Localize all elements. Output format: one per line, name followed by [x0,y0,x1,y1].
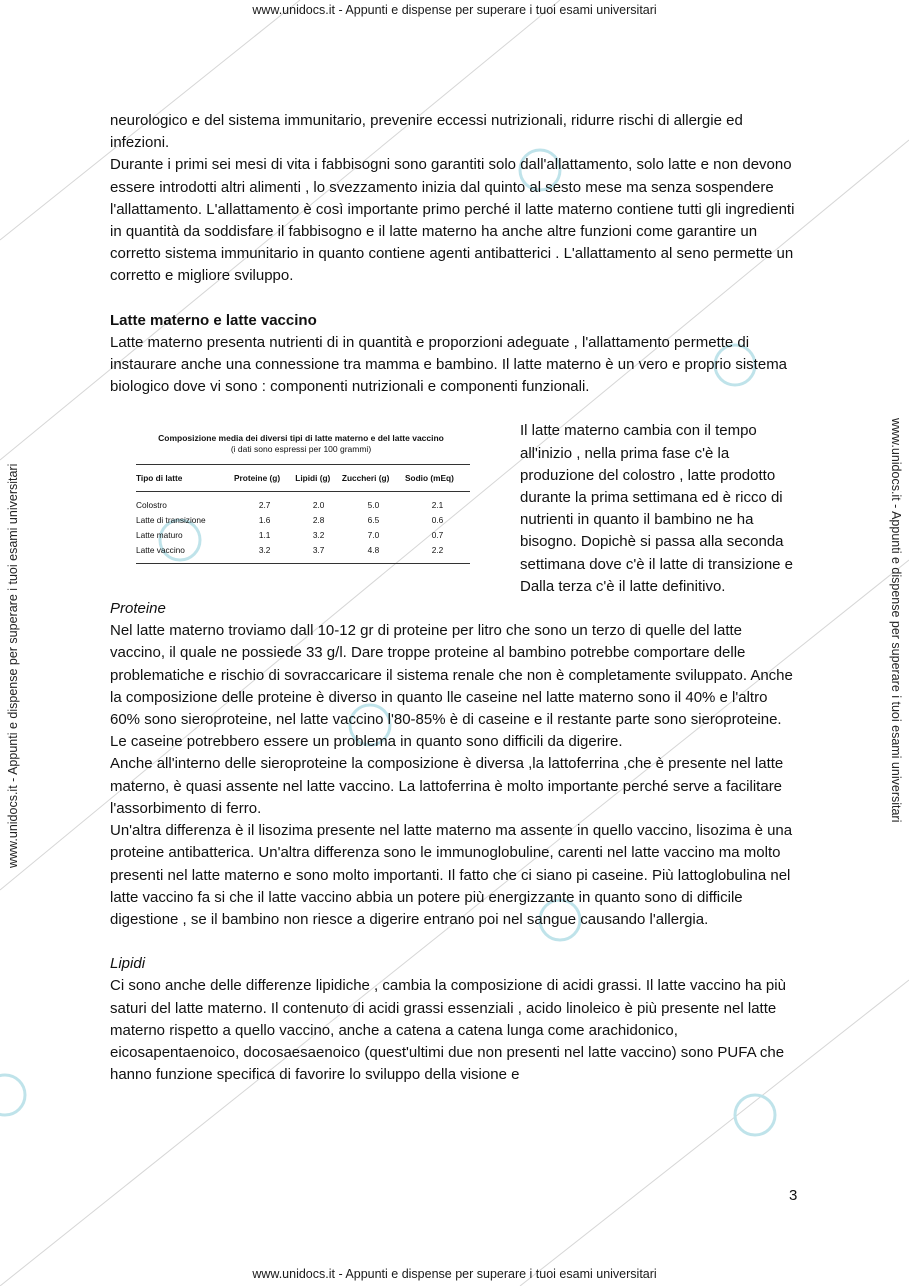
table-header: Proteine (g) [234,465,295,492]
table-cell: 2.2 [405,542,470,564]
table-cell: Latte vaccino [136,542,234,564]
page-content [110,110,800,1086]
paragraph: Durante i primi sei mesi di vita i fabbisogni sono garantiti solo dall'allattamento, solo latte e non devono essere introdotti altri alimenti , lo svezzamento inizia dal quinto al sesto mese ma senza sospendere l'allattamento. L'allattamento è così importante primo perché il latte materno contiene tutti gli ingredienti in quantità da soddisfare il fabbisogno e il latte materno ha anche altre funzioni come garantire un corretto sistema immunitario in quanto contiene agenti antibatterici . L'allattamento al seno permette un corretto e migliore sviluppo. [110,156,795,285]
table-cell: 1.1 [258,530,271,541]
table-title: Composizione media dei diversi tipi di latte materno e del latte vaccino [158,433,444,444]
table-header: Zuccheri (g) [342,465,405,492]
table-cell: 3.2 [312,530,325,541]
table-cell: 3.2 [234,542,295,564]
paragraph: neurologico e del sistema immunitario, prevenire eccessi nutrizionali, ridurre rischi di allergie ed infezioni. [110,112,743,152]
paragraph: Latte materno presenta nutrienti di in quantità e proporzioni adeguate , l'allattamento permette di instaurare anche una connessione tra mamma e bambino. Il latte materno è un vero e proprio sistema biologico dove vi sono : componenti nutrizionali e componenti funzionali. [110,333,788,396]
table-header: Tipo di latte [136,465,234,492]
table-cell: 2.7 [258,500,271,511]
composition-table [136,464,470,564]
table-header: Sodio (mEq) [405,465,470,492]
watermark-side-right: www.unidocs.it - Appunti e dispense per superare i tuoi esami universitari [889,418,903,823]
subsection-heading-lipidi: Lipidi [110,955,146,973]
page-number: 3 [789,1187,798,1204]
table-cell: 0.7 [431,530,444,541]
side-paragraph: Il latte materno cambia con il tempo all'inizio , nella prima fase c'è la produzione del colostro , latte prodotto durante la prima settimana ed è ricco di nutrienti in quanto il bambino ne ha bisogno. Dopichè si passa alla seconda settimana dove c'è il latte di transizione e Dalla terza c'è il latte definitivo. [520,422,794,595]
table-cell: 0.6 [431,515,444,526]
section-heading: Latte materno e latte vaccino [110,311,317,329]
table-row [136,542,470,564]
table-cell: Colostro [136,500,167,511]
watermark-banner-bottom: www.unidocs.it - Appunti e dispense per superare i tuoi esami universitari [252,1267,657,1281]
table-cell: 1.6 [258,515,271,526]
table-row [136,492,470,513]
table-cell: 6.5 [367,515,380,526]
table-cell: 2.0 [312,500,325,511]
paragraph: Anche all'interno delle sieroproteine la composizione è diversa ,la lattoferrina ,che è presente nel latte materno, è quasi assente nel latte vaccino. La lattoferrina è molto importante perché serve a facilitare l'assorbimento di ferro. [110,755,784,817]
table-cell: Latte di transizione [136,515,206,526]
table-cell: 2.8 [312,515,325,526]
table-cell: 2.1 [431,500,444,511]
figure-row [110,420,800,598]
paragraph: Ci sono anche delle differenze lipidiche , cambia la composizione di acidi grassi. Il latte vaccino ha più saturi del latte materno. Il contenuto di acidi grassi essenziali , acido linoleico è più presente nel latte materno rispetto a quello vaccino, anche a catena a catena lunga come arachidonico, eicosapentaenoico, docosaesaenoico (quest'ultimi due non presenti nel latte vaccino) sono PUFA che hanno funzione specifica di favorire lo sviluppo della visione e [110,977,786,1084]
table-cell: 3.7 [295,542,342,564]
paragraph: Nel latte materno troviamo dall 10-12 gr di proteine per litro che sono un terzo di quelle del latte vaccino, il quale ne possiede 33 g/l. Dare troppe proteine al bambino potrebbe comportare delle problematiche e rischio di sovraccaricare il sistema renale che non è completamente sviluppato. Anche la composizione delle proteine è diverso in quanto lle caseine nel latte materno sono il 40% e l'altro 60% sono sieroproteine, nel latte vaccino l'80-85% è di caseine e il restante parte sono sieroproteine. Le caseine potrebbero essere un problema in quanto sono difficili da digerire. [110,622,793,751]
watermark-banner-top: www.unidocs.it - Appunti e dispense per superare i tuoi esami universitari [252,3,657,17]
watermark-side-left: www.unidocs.it - Appunti e dispense per superare i tuoi esami universitari [6,463,20,868]
table-cell: 5.0 [367,500,380,511]
paragraph: Un'altra differenza è il lisozima presente nel latte materno ma assente in quello vaccino, lisozima è una proteine antibatterica. Un'altra differenza sono le immunoglobuline, carenti nel latte vaccino ma molto presenti nel latte materno e sono molto importanti. Il fatto che ci siano pi caseine. Più lattoglobulina nel latte vaccino fa si che il latte vaccino abbia un potere più energizzante in quanto sono di difficile digestione , se il bambino non riesce a digerire entrano poi nel sangue causando l'allergia. [110,822,793,928]
table-row [136,512,470,527]
table-row [136,527,470,542]
subsection-heading-proteine: Proteine [110,600,166,618]
table-header: Lipidi (g) [295,465,342,492]
composition-table-figure [110,420,520,598]
table-cell: 7.0 [367,530,380,541]
table-cell: 4.8 [342,542,405,564]
table-cell: Latte maturo [136,530,183,541]
table-subtitle: (i dati sono espressi per 100 grammi) [230,444,372,455]
